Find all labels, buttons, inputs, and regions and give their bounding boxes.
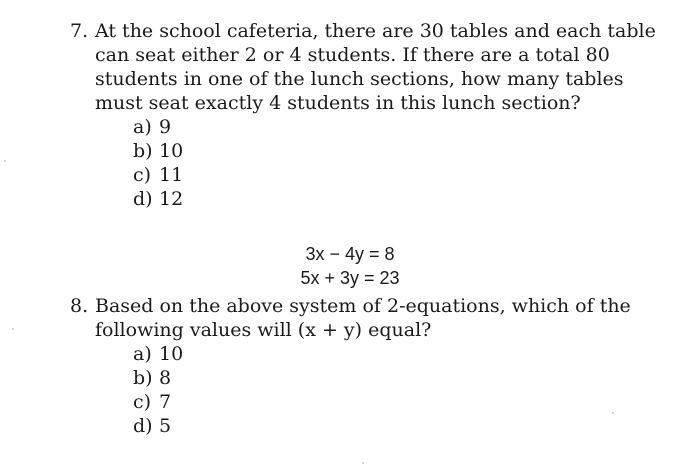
scan-speck — [4, 160, 6, 162]
question-7-choice-d[interactable] — [133, 187, 630, 211]
choice-letter: d) — [133, 415, 153, 437]
question-7-choice-c[interactable] — [133, 163, 630, 187]
choice-text: 10 — [159, 140, 184, 162]
choice-letter: c) — [133, 391, 152, 413]
choice-text: 8 — [159, 367, 172, 389]
choice-letter: a) — [133, 116, 152, 138]
question-7-line-2: can seat either 2 or 4 students. If there are a total 80 — [95, 44, 610, 66]
question-7-number: 7. — [70, 20, 89, 42]
question-8-number: 8. — [70, 295, 89, 317]
question-7-line-4: must seat exactly 4 students in this lunch section? — [95, 92, 581, 114]
choice-letter: a) — [133, 343, 152, 365]
question-8-choice-a[interactable] — [133, 342, 630, 366]
question-7-choice-b[interactable] — [133, 139, 630, 163]
equation-1: 3x − 4y = 8 — [305, 244, 395, 264]
question-8-line-2: following values will (x + y) equal? — [95, 319, 432, 341]
question-8-line-1 — [70, 294, 630, 318]
choice-letter: d) — [133, 188, 153, 210]
question-7-choice-a[interactable] — [133, 115, 630, 139]
question-7 — [70, 19, 656, 211]
question-8-choice-c[interactable] — [133, 390, 630, 414]
choice-text: 5 — [159, 415, 172, 437]
choice-text: 10 — [159, 343, 184, 365]
scan-speck — [612, 412, 614, 414]
question-8-choices — [70, 342, 630, 438]
equation-2: 5x + 3y = 23 — [300, 268, 400, 288]
choice-text: 12 — [159, 188, 184, 210]
scan-speck — [362, 462, 364, 464]
choice-letter: b) — [133, 140, 153, 162]
scan-speck — [12, 328, 14, 330]
choice-text: 9 — [159, 116, 172, 138]
question-8-choice-d[interactable] — [133, 414, 630, 438]
question-8 — [70, 294, 630, 438]
question-8-text-1: Based on the above system of 2-equations, which of the — [95, 295, 631, 317]
question-7-line-1 — [70, 19, 656, 43]
question-8-choice-b[interactable] — [133, 366, 630, 390]
question-7-text-1: At the school cafeteria, there are 30 tables and each table — [95, 20, 656, 42]
choice-letter: b) — [133, 367, 153, 389]
choice-letter: c) — [133, 164, 152, 186]
equation-system — [270, 242, 430, 290]
choice-text: 7 — [159, 391, 172, 413]
choice-text: 11 — [159, 164, 184, 186]
question-7-choices — [70, 115, 630, 211]
question-7-line-3: students in one of the lunch sections, how many tables — [95, 68, 624, 90]
